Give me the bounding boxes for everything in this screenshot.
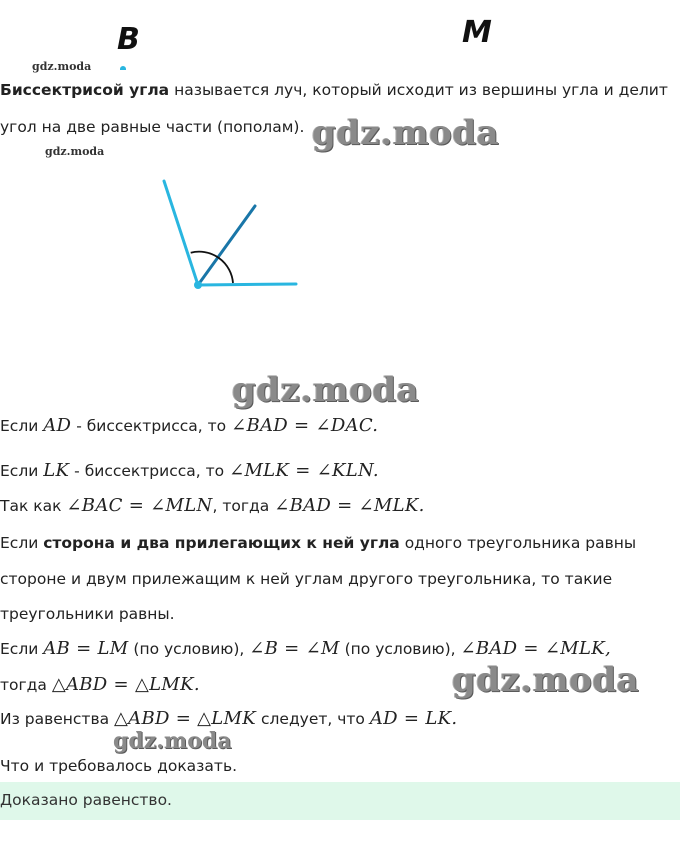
text-line-9: [0, 708, 457, 730]
math-angle-equality-4: ∠BAD = ∠MLK.: [274, 495, 425, 516]
text-line-9-mid: следует, что: [256, 710, 370, 728]
text-line-10: Что и требовалось доказать.: [0, 757, 238, 775]
text-line-1-pre: Если: [0, 417, 44, 435]
text-line-9-pre: Из равенства: [0, 710, 115, 728]
text-line-7-t1: (по условию),: [128, 640, 250, 658]
text-line-8-pre: тогда: [0, 676, 52, 694]
angle-side-left: [164, 181, 198, 285]
math-angle-b-m: ∠B = ∠M: [249, 638, 340, 659]
text-line-7-t2: (по условию),: [339, 640, 461, 658]
watermark-mid: gdz.moda: [113, 728, 232, 754]
math-angle-bad-mlk: ∠BAD = ∠MLK,: [460, 638, 611, 659]
text-line-1-mid: - биссектрисса, то: [71, 417, 232, 435]
math-triangle-equality-2: △ABD = △LMK: [114, 708, 257, 729]
bisector-diagram: [150, 175, 310, 300]
math-ab-lm: AB = LM: [43, 638, 129, 659]
text-line-1: [0, 415, 378, 437]
definition-line-2: угол на две равные части (пополам).: [0, 118, 305, 136]
definition-text-1: называется луч, который исходит из вершины угла и делит: [169, 81, 668, 99]
text-line-4: [0, 532, 636, 554]
text-line-4-post: одного треугольника равны: [399, 534, 637, 552]
definition-term: Биссектрисой угла: [0, 81, 170, 99]
text-line-3-mid: , тогда: [212, 497, 275, 515]
math-angle-equality-2: ∠MLK = ∠KLN.: [229, 460, 379, 481]
text-line-2-pre: Если: [0, 462, 44, 480]
text-line-7: [0, 638, 611, 660]
point-label-b: B: [117, 22, 140, 57]
math-angle-equality-3: ∠BAC = ∠MLN: [66, 495, 213, 516]
watermark-small-1: gdz.moda: [32, 60, 92, 73]
text-line-6: треугольники равны.: [0, 605, 175, 623]
result-banner: [0, 782, 680, 820]
definition-line-1: [0, 79, 668, 101]
text-line-3: [0, 495, 425, 517]
result-text: Доказано равенство.: [0, 791, 172, 809]
text-line-8: [0, 674, 200, 696]
text-line-5: стороне и двум прилежащим к ней углам другого треугольника, то такие: [0, 570, 613, 588]
math-ad: AD: [43, 415, 72, 436]
watermark-big-3: gdz.moda: [452, 660, 640, 700]
text-line-4-pre: Если: [0, 534, 44, 552]
angle-vertex: [194, 281, 202, 289]
watermark-big-1: gdz.moda: [312, 113, 500, 153]
text-line-2: [0, 460, 379, 482]
text-line-3-pre: Так как: [0, 497, 67, 515]
watermark-small-2: gdz.moda: [45, 145, 105, 158]
bisector-ray: [198, 206, 255, 285]
point-dot: [120, 66, 126, 70]
math-lk: LK: [43, 460, 70, 481]
math-triangle-equality: △ABD = △LMK.: [51, 674, 200, 695]
point-label-m: M: [462, 15, 492, 50]
angle-side-bottom: [198, 284, 296, 285]
math-angle-equality-1: ∠BAD = ∠DAC.: [231, 415, 379, 436]
math-ad-lk: AD = LK.: [369, 708, 458, 729]
text-line-2-mid: - биссектрисса, то: [69, 462, 230, 480]
text-line-4-bold: сторона и два прилегающих к ней угла: [43, 534, 400, 552]
text-line-7-pre: Если: [0, 640, 44, 658]
watermark-big-2: gdz.moda: [232, 370, 420, 410]
